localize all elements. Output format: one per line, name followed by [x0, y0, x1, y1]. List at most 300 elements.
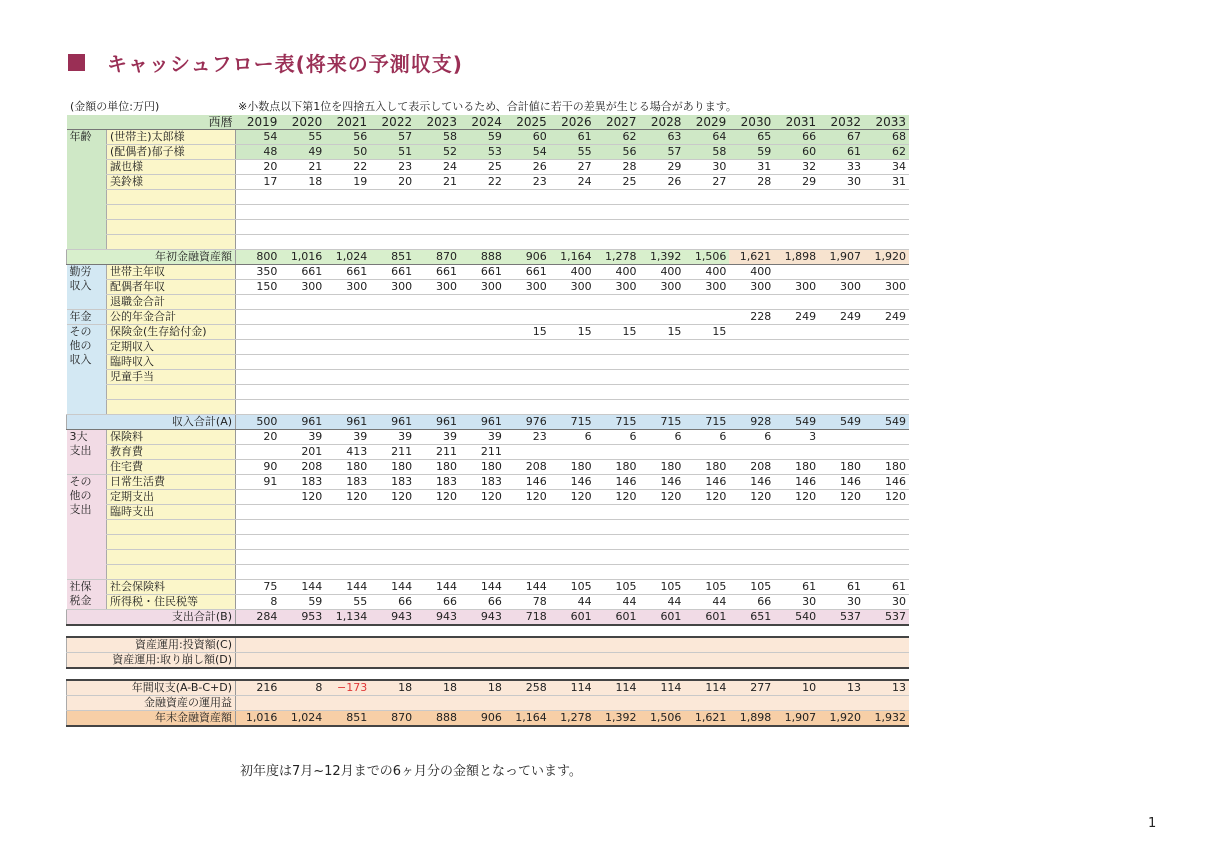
value-cell: 208 [729, 460, 774, 475]
value-cell: 120 [415, 490, 460, 505]
value-cell: 249 [864, 310, 909, 325]
value-cell [280, 653, 325, 669]
year-header: 2026 [550, 115, 595, 130]
section-label [67, 310, 107, 325]
value-cell [370, 310, 415, 325]
value-cell [729, 340, 774, 355]
value-cell [325, 235, 370, 250]
value-cell: 18 [460, 680, 505, 696]
value-cell [415, 400, 460, 415]
value-cell [236, 400, 281, 415]
value-cell: 961 [415, 415, 460, 430]
value-cell: 661 [370, 265, 415, 280]
value-cell [595, 235, 640, 250]
value-cell [236, 520, 281, 535]
value-cell [325, 400, 370, 415]
value-cell [370, 370, 415, 385]
value-cell [774, 340, 819, 355]
value-cell: 120 [550, 490, 595, 505]
value-cell [550, 370, 595, 385]
value-cell: 13 [819, 680, 864, 696]
value-cell [819, 550, 864, 565]
value-cell: 400 [684, 265, 729, 280]
value-cell [729, 205, 774, 220]
table-row [67, 490, 910, 505]
value-cell [415, 385, 460, 400]
section-label [67, 475, 107, 580]
value-cell [325, 653, 370, 669]
value-cell: 1,920 [864, 250, 909, 265]
row-label [107, 565, 236, 580]
value-cell: 183 [280, 475, 325, 490]
value-cell [819, 355, 864, 370]
value-cell: 26 [640, 175, 685, 190]
value-cell: 57 [640, 145, 685, 160]
value-cell [236, 565, 281, 580]
section-label [67, 580, 107, 610]
value-cell [415, 310, 460, 325]
year-header: 2028 [640, 115, 685, 130]
value-cell: 888 [460, 250, 505, 265]
value-cell [236, 535, 281, 550]
value-cell [640, 653, 685, 669]
value-cell [370, 535, 415, 550]
table-row [67, 505, 910, 520]
value-cell: 211 [415, 445, 460, 460]
value-cell: 54 [236, 130, 281, 145]
value-cell [595, 205, 640, 220]
year-header: 2031 [774, 115, 819, 130]
value-cell: 27 [550, 160, 595, 175]
value-cell [774, 653, 819, 669]
value-cell: 58 [684, 145, 729, 160]
row-label: 教育費 [107, 445, 236, 460]
value-cell: 120 [280, 490, 325, 505]
value-cell: 953 [280, 610, 325, 626]
value-cell [280, 520, 325, 535]
value-cell [640, 220, 685, 235]
year-header: 2025 [505, 115, 550, 130]
table-row [67, 250, 910, 265]
value-cell [505, 400, 550, 415]
value-cell: 300 [325, 280, 370, 295]
value-cell: 661 [460, 265, 505, 280]
value-cell [415, 355, 460, 370]
value-cell [550, 696, 595, 711]
value-cell [640, 310, 685, 325]
value-cell [460, 220, 505, 235]
value-cell: 715 [595, 415, 640, 430]
value-cell [415, 295, 460, 310]
value-cell [684, 190, 729, 205]
value-cell: 1,898 [729, 711, 774, 727]
value-cell [415, 550, 460, 565]
value-cell [415, 325, 460, 340]
table-row [67, 535, 910, 550]
value-cell: 66 [729, 595, 774, 610]
year-header: 2032 [819, 115, 864, 130]
value-cell [280, 550, 325, 565]
row-label [107, 220, 236, 235]
value-cell [280, 355, 325, 370]
value-cell: 120 [774, 490, 819, 505]
value-cell [325, 310, 370, 325]
value-cell [774, 355, 819, 370]
value-cell [325, 370, 370, 385]
value-cell: 180 [684, 460, 729, 475]
value-cell: 249 [774, 310, 819, 325]
value-cell: 6 [640, 430, 685, 445]
value-cell [550, 637, 595, 653]
table-row [67, 520, 910, 535]
row-label: 年初金融資産額 [67, 250, 236, 265]
value-cell: 61 [819, 145, 864, 160]
value-cell [864, 295, 909, 310]
value-cell: 29 [774, 175, 819, 190]
value-cell [370, 205, 415, 220]
value-cell [819, 385, 864, 400]
value-cell [370, 653, 415, 669]
value-cell [640, 190, 685, 205]
row-label: (世帯主)太郎様 [107, 130, 236, 145]
value-cell [774, 565, 819, 580]
value-cell: 601 [550, 610, 595, 626]
section-label-line: 他の [69, 489, 92, 502]
value-cell [370, 696, 415, 711]
value-cell: 91 [236, 475, 281, 490]
value-cell [864, 535, 909, 550]
table-row [67, 565, 910, 580]
value-cell [640, 235, 685, 250]
value-cell: 851 [325, 711, 370, 727]
value-cell [505, 370, 550, 385]
value-cell: 180 [550, 460, 595, 475]
value-cell: 25 [460, 160, 505, 175]
title-square-icon [68, 54, 85, 71]
value-cell: 13 [864, 680, 909, 696]
value-cell [280, 637, 325, 653]
value-cell: 105 [684, 580, 729, 595]
value-cell: 55 [280, 130, 325, 145]
value-cell: 120 [684, 490, 729, 505]
year-header: 2029 [684, 115, 729, 130]
value-cell [864, 220, 909, 235]
value-cell [236, 340, 281, 355]
value-cell [505, 696, 550, 711]
value-cell [460, 637, 505, 653]
value-cell: 537 [864, 610, 909, 626]
value-cell: 851 [370, 250, 415, 265]
value-cell [236, 235, 281, 250]
value-cell [729, 535, 774, 550]
value-cell [370, 400, 415, 415]
value-cell [684, 205, 729, 220]
value-cell: 105 [729, 580, 774, 595]
value-cell: 58 [415, 130, 460, 145]
year-header: 2020 [280, 115, 325, 130]
value-cell [550, 535, 595, 550]
value-cell [236, 653, 281, 669]
value-cell [819, 520, 864, 535]
value-cell [684, 385, 729, 400]
value-cell: 888 [415, 711, 460, 727]
value-cell: 105 [595, 580, 640, 595]
value-cell [819, 295, 864, 310]
spacer-cell [67, 625, 910, 637]
value-cell: 55 [325, 595, 370, 610]
value-cell: 146 [729, 475, 774, 490]
row-label: 保険金(生存給付金) [107, 325, 236, 340]
value-cell [819, 340, 864, 355]
value-cell: 66 [774, 130, 819, 145]
value-cell [819, 190, 864, 205]
value-cell: 114 [640, 680, 685, 696]
value-cell: 3 [774, 430, 819, 445]
value-cell: 549 [864, 415, 909, 430]
value-cell [460, 235, 505, 250]
value-cell: 201 [280, 445, 325, 460]
value-cell: 258 [505, 680, 550, 696]
value-cell: 39 [280, 430, 325, 445]
value-cell: 180 [640, 460, 685, 475]
value-cell [819, 637, 864, 653]
value-cell [729, 696, 774, 711]
value-cell: 1,164 [505, 711, 550, 727]
value-cell [864, 235, 909, 250]
value-cell: 61 [864, 580, 909, 595]
value-cell [325, 550, 370, 565]
value-cell: 208 [280, 460, 325, 475]
value-cell [774, 400, 819, 415]
value-cell [280, 220, 325, 235]
value-cell [640, 535, 685, 550]
year-header: 2033 [864, 115, 909, 130]
value-cell [236, 310, 281, 325]
value-cell: 39 [460, 430, 505, 445]
value-cell: 146 [684, 475, 729, 490]
value-cell [819, 565, 864, 580]
value-cell [819, 535, 864, 550]
value-cell: 228 [729, 310, 774, 325]
value-cell [819, 325, 864, 340]
value-cell [774, 205, 819, 220]
value-cell [236, 550, 281, 565]
value-cell: 56 [325, 130, 370, 145]
value-cell [415, 190, 460, 205]
value-cell [640, 295, 685, 310]
value-cell [640, 385, 685, 400]
value-cell [460, 295, 505, 310]
value-cell [640, 445, 685, 460]
value-cell [595, 565, 640, 580]
value-cell [460, 370, 505, 385]
value-cell [325, 637, 370, 653]
value-cell: 51 [370, 145, 415, 160]
value-cell: 39 [415, 430, 460, 445]
value-cell [370, 637, 415, 653]
value-cell [729, 445, 774, 460]
value-cell [325, 325, 370, 340]
table-row [67, 325, 910, 340]
value-cell [505, 653, 550, 669]
value-cell [280, 535, 325, 550]
value-cell: 601 [684, 610, 729, 626]
value-cell: 549 [819, 415, 864, 430]
value-cell: 6 [595, 430, 640, 445]
value-cell [280, 235, 325, 250]
table-row [67, 550, 910, 565]
value-cell: 400 [729, 265, 774, 280]
value-cell: −173 [325, 680, 370, 696]
value-cell: 28 [595, 160, 640, 175]
value-cell [729, 565, 774, 580]
value-cell: 961 [280, 415, 325, 430]
value-cell [819, 696, 864, 711]
year-header: 2030 [729, 115, 774, 130]
value-cell [505, 565, 550, 580]
table-row [67, 580, 910, 595]
value-cell [325, 565, 370, 580]
table-row [67, 415, 910, 430]
value-cell [729, 653, 774, 669]
value-cell [864, 550, 909, 565]
value-cell [550, 505, 595, 520]
row-label [107, 535, 236, 550]
value-cell: 61 [550, 130, 595, 145]
value-cell [505, 505, 550, 520]
value-cell: 55 [550, 145, 595, 160]
value-cell: 59 [280, 595, 325, 610]
table-row [67, 385, 910, 400]
section-label [67, 130, 107, 250]
section-label-line: 3大 [69, 430, 88, 443]
value-cell: 549 [774, 415, 819, 430]
value-cell [505, 205, 550, 220]
value-cell: 60 [505, 130, 550, 145]
value-cell [595, 637, 640, 653]
value-cell [864, 355, 909, 370]
value-cell [236, 696, 281, 711]
table-row [67, 637, 910, 653]
value-cell [236, 505, 281, 520]
row-label: 退職金合計 [107, 295, 236, 310]
value-cell: 105 [640, 580, 685, 595]
page-number: 1 [1148, 816, 1157, 831]
value-cell [325, 385, 370, 400]
value-cell [460, 505, 505, 520]
value-cell [684, 565, 729, 580]
value-cell [505, 220, 550, 235]
value-cell [550, 190, 595, 205]
value-cell [505, 637, 550, 653]
value-cell [774, 637, 819, 653]
value-cell [819, 505, 864, 520]
value-cell: 961 [370, 415, 415, 430]
value-cell: 146 [864, 475, 909, 490]
value-cell [819, 400, 864, 415]
year-header: 2023 [415, 115, 460, 130]
value-cell [325, 220, 370, 235]
value-cell [819, 220, 864, 235]
value-cell [819, 430, 864, 445]
value-cell: 62 [595, 130, 640, 145]
value-cell [370, 385, 415, 400]
page-title: キャッシュフロー表(将来の予測収支) [107, 52, 463, 76]
value-cell: 300 [729, 280, 774, 295]
value-cell: 32 [774, 160, 819, 175]
value-cell: 180 [325, 460, 370, 475]
value-cell [774, 325, 819, 340]
value-cell: 15 [595, 325, 640, 340]
value-cell: 183 [415, 475, 460, 490]
table-row [67, 653, 910, 669]
row-label [107, 385, 236, 400]
row-label: 日常生活費 [107, 475, 236, 490]
row-label [107, 235, 236, 250]
value-cell [550, 310, 595, 325]
row-label: 社会保険料 [107, 580, 236, 595]
value-cell [684, 355, 729, 370]
spacer-row [67, 668, 910, 680]
value-cell [460, 310, 505, 325]
value-cell [684, 637, 729, 653]
value-cell: 277 [729, 680, 774, 696]
value-cell [819, 205, 864, 220]
value-cell [415, 696, 460, 711]
value-cell [236, 490, 281, 505]
table-row [67, 445, 910, 460]
value-cell [595, 550, 640, 565]
title-row [68, 48, 463, 77]
value-cell [729, 520, 774, 535]
value-cell: 1,164 [550, 250, 595, 265]
value-cell: 180 [370, 460, 415, 475]
value-cell [415, 340, 460, 355]
value-cell [774, 370, 819, 385]
value-cell [729, 637, 774, 653]
section-label [67, 325, 107, 415]
value-cell [370, 295, 415, 310]
value-cell: 18 [370, 680, 415, 696]
value-cell: 1,134 [325, 610, 370, 626]
value-cell: 53 [460, 145, 505, 160]
value-cell: 146 [550, 475, 595, 490]
value-cell: 31 [864, 175, 909, 190]
value-cell [325, 520, 370, 535]
table-row [67, 696, 910, 711]
value-cell [236, 205, 281, 220]
value-cell [640, 400, 685, 415]
value-cell [595, 400, 640, 415]
value-cell [729, 385, 774, 400]
value-cell [325, 535, 370, 550]
value-cell: 30 [774, 595, 819, 610]
value-cell: 180 [460, 460, 505, 475]
value-cell: 906 [460, 711, 505, 727]
value-cell [505, 535, 550, 550]
value-cell: 300 [864, 280, 909, 295]
value-cell: 1,898 [774, 250, 819, 265]
value-cell [595, 340, 640, 355]
row-label: 年末金融資産額 [67, 711, 236, 727]
value-cell: 120 [325, 490, 370, 505]
value-cell: 144 [415, 580, 460, 595]
value-cell: 208 [505, 460, 550, 475]
section-label-line: 支出 [69, 444, 92, 457]
row-label: 定期収入 [107, 340, 236, 355]
value-cell: 59 [460, 130, 505, 145]
value-cell [280, 400, 325, 415]
